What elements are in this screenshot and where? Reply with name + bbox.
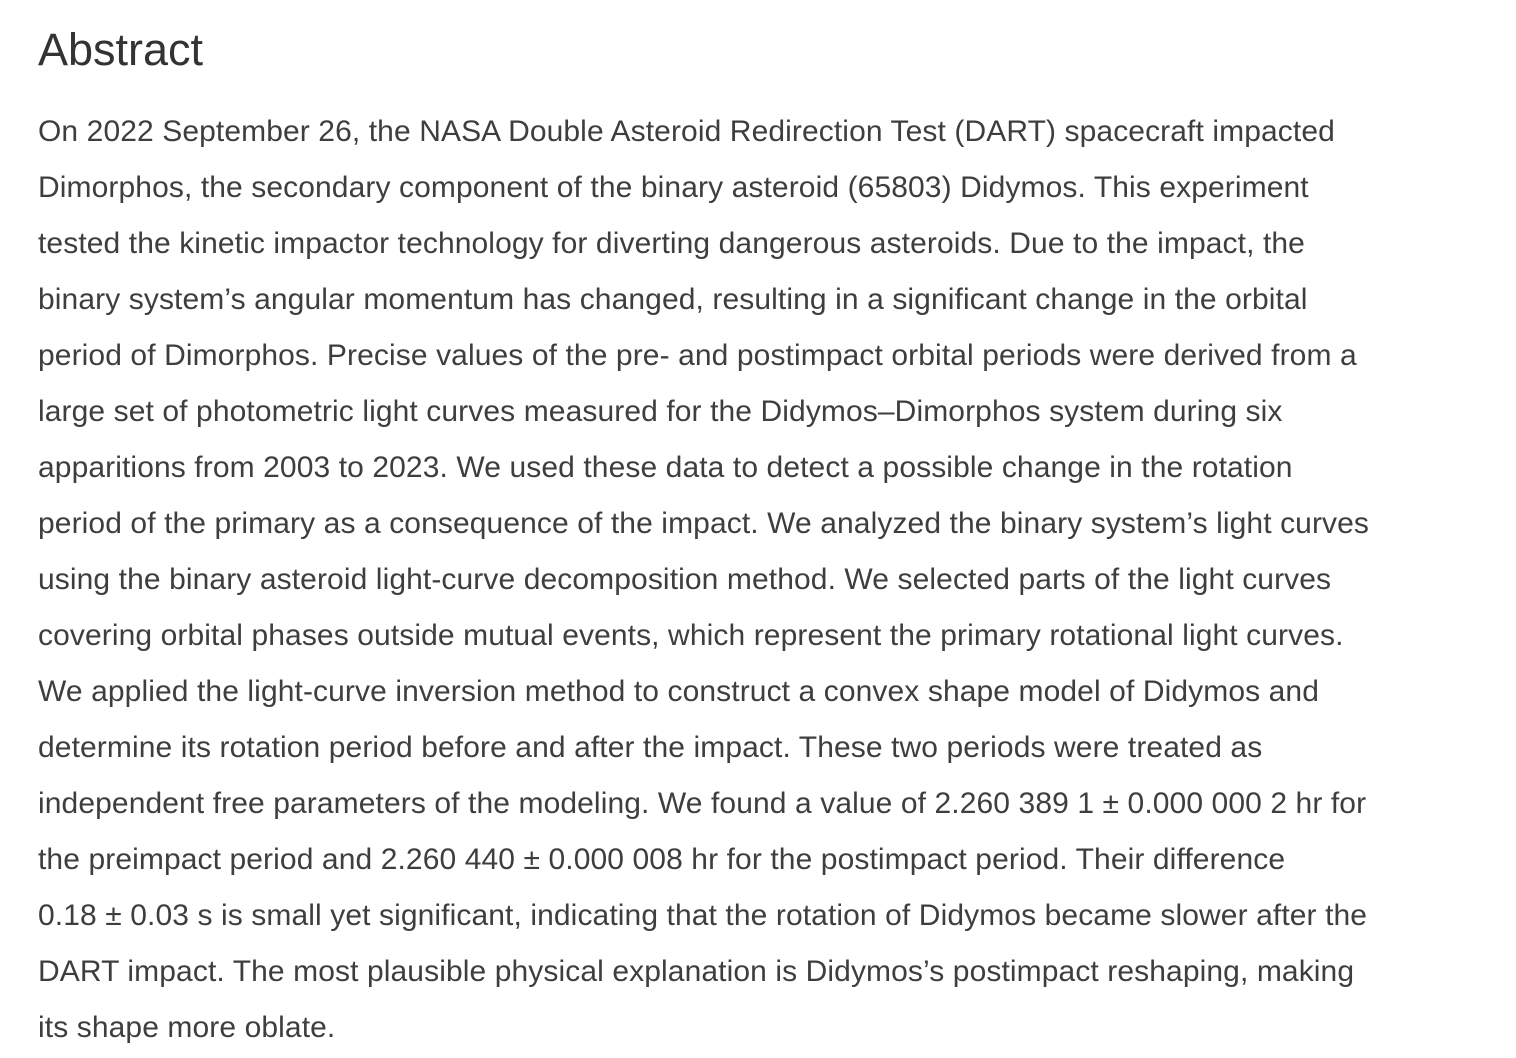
abstract-line: independent free parameters of the modeling. We found a value of 2.260 389 1 ± 0.000 000 2 hr for — [38, 786, 1367, 820]
abstract-paragraph — [38, 104, 1480, 1056]
abstract-line: Dimorphos, the secondary component of the binary asteroid (65803) Didymos. This experiment — [38, 170, 1309, 204]
abstract-line: its shape more oblate. — [38, 1010, 336, 1044]
abstract-line: We applied the light-curve inversion method to construct a convex shape model of Didymos and — [38, 674, 1319, 708]
abstract-line: 0.18 ± 0.03 s is small yet significant, indicating that the rotation of Didymos became slower after the — [38, 898, 1368, 932]
abstract-line: the preimpact period and 2.260 440 ± 0.000 008 hr for the postimpact period. Their difference — [38, 842, 1286, 876]
abstract-line: binary system’s angular momentum has changed, resulting in a significant change in the orbital — [38, 282, 1308, 316]
abstract-heading: Abstract — [38, 24, 204, 75]
abstract-line: using the binary asteroid light-curve decomposition method. We selected parts of the light curves — [38, 562, 1332, 596]
abstract-line: period of Dimorphos. Precise values of the pre- and postimpact orbital periods were derived from a — [38, 338, 1357, 372]
abstract-line: period of the primary as a consequence of the impact. We analyzed the binary system’s light curves — [38, 506, 1370, 540]
abstract-line: large set of photometric light curves measured for the Didymos–Dimorphos system during six — [38, 394, 1283, 428]
abstract-line: tested the kinetic impactor technology for diverting dangerous asteroids. Due to the impact, the — [38, 226, 1305, 260]
abstract-line: covering orbital phases outside mutual events, which represent the primary rotational light curves. — [38, 618, 1344, 652]
abstract-line: apparitions from 2003 to 2023. We used these data to detect a possible change in the rotation — [38, 450, 1293, 484]
abstract-line: On 2022 September 26, the NASA Double Asteroid Redirection Test (DART) spacecraft impacted — [38, 114, 1335, 148]
abstract-line: determine its rotation period before and after the impact. These two periods were treated as — [38, 730, 1263, 764]
abstract-line: DART impact. The most plausible physical explanation is Didymos’s postimpact reshaping, making — [38, 954, 1355, 988]
